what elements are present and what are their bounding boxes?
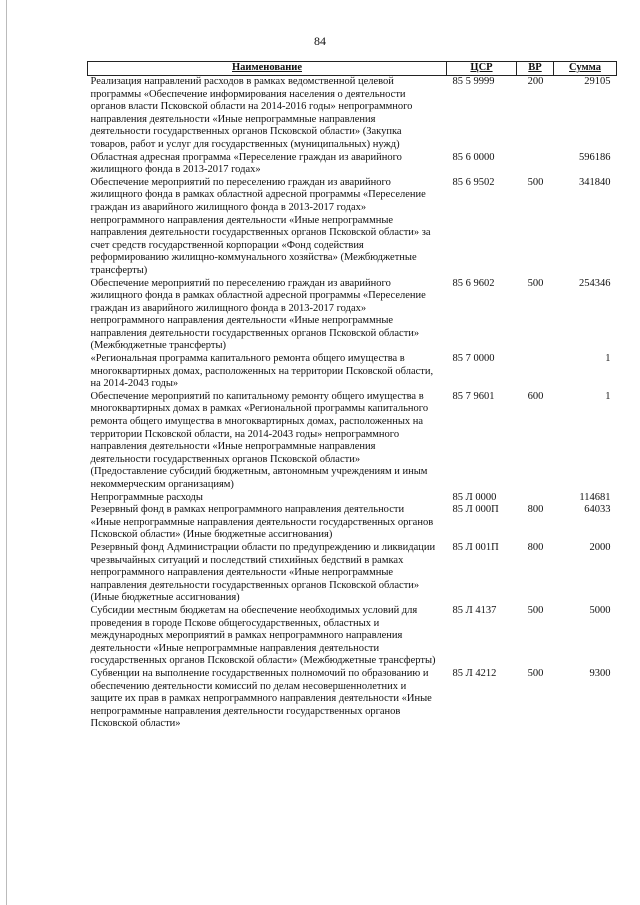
row-vr: 800 bbox=[527, 541, 544, 553]
row-vr bbox=[517, 152, 554, 177]
row-csr: 85 6 9602 bbox=[452, 277, 495, 289]
row-name: Резервный фонд в рамках непрограммного направления деятельности «Иные непрограммные направления деятельности государственных органов Псковской области» (Иные бюджетные ассигнования) bbox=[90, 504, 434, 541]
page-number: 84 bbox=[314, 34, 326, 48]
table-header-row bbox=[88, 62, 617, 76]
table-row bbox=[88, 492, 617, 505]
row-vr: 500 bbox=[527, 277, 544, 289]
table-row bbox=[88, 504, 617, 542]
row-vr: 200 bbox=[527, 76, 544, 87]
header-csr: ЦСР bbox=[447, 62, 517, 76]
table-row bbox=[88, 605, 617, 668]
scan-margin-line bbox=[6, 0, 7, 905]
row-sum: 114681 bbox=[579, 491, 611, 503]
row-vr bbox=[517, 353, 554, 391]
row-name: Непрограммные расходы bbox=[90, 491, 203, 503]
row-csr: 85 5 9999 bbox=[452, 76, 495, 87]
row-csr: 85 6 9502 bbox=[452, 176, 495, 188]
row-vr: 500 bbox=[527, 667, 544, 679]
row-sum: 254346 bbox=[579, 277, 611, 289]
row-csr: 85 Л 4212 bbox=[452, 667, 497, 679]
row-sum: 5000 bbox=[589, 604, 611, 616]
row-sum: 596186 bbox=[579, 151, 611, 163]
row-csr: 85 7 0000 bbox=[452, 353, 495, 365]
table-row bbox=[88, 177, 617, 278]
row-name: Субвенции на выполнение государственных полномочий по образованию и обеспечению деятельности комиссий по делам несовершеннолетних и защите их прав в рамках непрограммного направления деятельности «Иные непрограммные направления деятельности государственных органов Псковской области» bbox=[90, 667, 432, 730]
row-sum: 1 bbox=[605, 353, 611, 365]
row-csr: 85 Л 4137 bbox=[452, 604, 497, 616]
row-name: Субсидии местным бюджетам на обеспечение необходимых условий для проведения в городе Пскове общегосударственных, областных и международных мероприятий в рамках непрограммного направления деятельности «Иные непрограммные направления деятельности государственных органов Псковской области» (Межбюджетные трансферты) bbox=[90, 604, 436, 667]
row-csr: 85 Л 000П bbox=[452, 504, 499, 516]
row-name: Областная адресная программа «Переселение граждан из аварийного жилищного фонда в 2013-2017 годах» bbox=[90, 151, 402, 176]
row-csr: 85 Л 0000 bbox=[452, 491, 497, 503]
row-vr: 800 bbox=[527, 504, 544, 516]
table-row bbox=[88, 542, 617, 605]
row-vr: 500 bbox=[527, 604, 544, 616]
row-name: «Региональная программа капитального ремонта общего имущества в многоквартирных домах, расположенных на территории Псковской области, на 2014-2043 годы» bbox=[90, 353, 434, 390]
header-name: Наименование bbox=[88, 62, 447, 76]
row-vr: 600 bbox=[527, 390, 544, 402]
table-row bbox=[88, 152, 617, 177]
row-vr bbox=[517, 492, 554, 505]
row-vr: 500 bbox=[527, 176, 544, 188]
row-sum: 29105 bbox=[584, 76, 611, 87]
table-row bbox=[88, 668, 617, 731]
table-row bbox=[88, 391, 617, 492]
row-name: Обеспечение мероприятий по капитальному ремонту общего имущества в многоквартирных домах в рамках «Региональной программы капитального ремонта общего имущества в многоквартирных домах, расположенных на территории Псковской области, на 2014-2043 годы» непрограммного направления деятельности «Иные непрограммные направления деятельности государственных органов Псковской области» (Предоставление субсидий бюджетным, автономным учреждениям и иным некоммерческим организациям) bbox=[90, 390, 429, 490]
budget-table bbox=[87, 61, 617, 731]
row-sum: 64033 bbox=[584, 504, 611, 516]
row-name: Обеспечение мероприятий по переселению граждан из аварийного жилищного фонда в рамках областной адресной программы «Переселение граждан из аварийного жилищного фонда в 2013-2017 годах» непрограммного направления деятельности «Иные непрограммные направления деятельности государственных органов Псковской области» за счет средств государственной корпорации «Фонд содействия реформированию жилищно-коммунального хозяйства» (Межбюджетные трансферты) bbox=[90, 176, 431, 276]
table-row bbox=[88, 353, 617, 391]
row-csr: 85 Л 001П bbox=[452, 541, 499, 553]
row-sum: 2000 bbox=[589, 541, 611, 553]
row-csr: 85 7 9601 bbox=[452, 390, 495, 402]
row-name: Обеспечение мероприятий по переселению граждан из аварийного жилищного фонда в рамках областной адресной программы «Переселение граждан из аварийного жилищного фонда в 2013-2017 годах» непрограммного направления деятельности «Иные непрограммные направления деятельности государственных органов Псковской области» (Межбюджетные трансферты) bbox=[90, 277, 426, 352]
table-row bbox=[88, 76, 617, 152]
row-sum: 9300 bbox=[589, 667, 611, 679]
row-sum: 341840 bbox=[579, 176, 611, 188]
row-name: Реализация направлений расходов в рамках ведомственной целевой программы «Обеспечение информирования населения о деятельности органов власти Псковской области на 2014-2016 годы» непрограммного направления деятельности «Иные непрограммные направления деятельности государственных органов Псковской области» (Закупка товаров, работ и услуг для государственных (муниципальных) нужд) bbox=[90, 76, 413, 150]
header-vr: ВР bbox=[517, 62, 554, 76]
row-csr: 85 6 0000 bbox=[452, 151, 495, 163]
header-sum: Сумма bbox=[554, 62, 617, 76]
row-name: Резервный фонд Администрации области по предупреждению и ликвидации чрезвычайных ситуаций и последствий стихийных бедствий в рамках непрограммного направления деятельности «Иные непрограммные направления деятельности государственных органов Псковской области» (Иные бюджетные ассигнования) bbox=[90, 541, 436, 604]
row-sum: 1 bbox=[605, 390, 611, 402]
table-row bbox=[88, 278, 617, 354]
